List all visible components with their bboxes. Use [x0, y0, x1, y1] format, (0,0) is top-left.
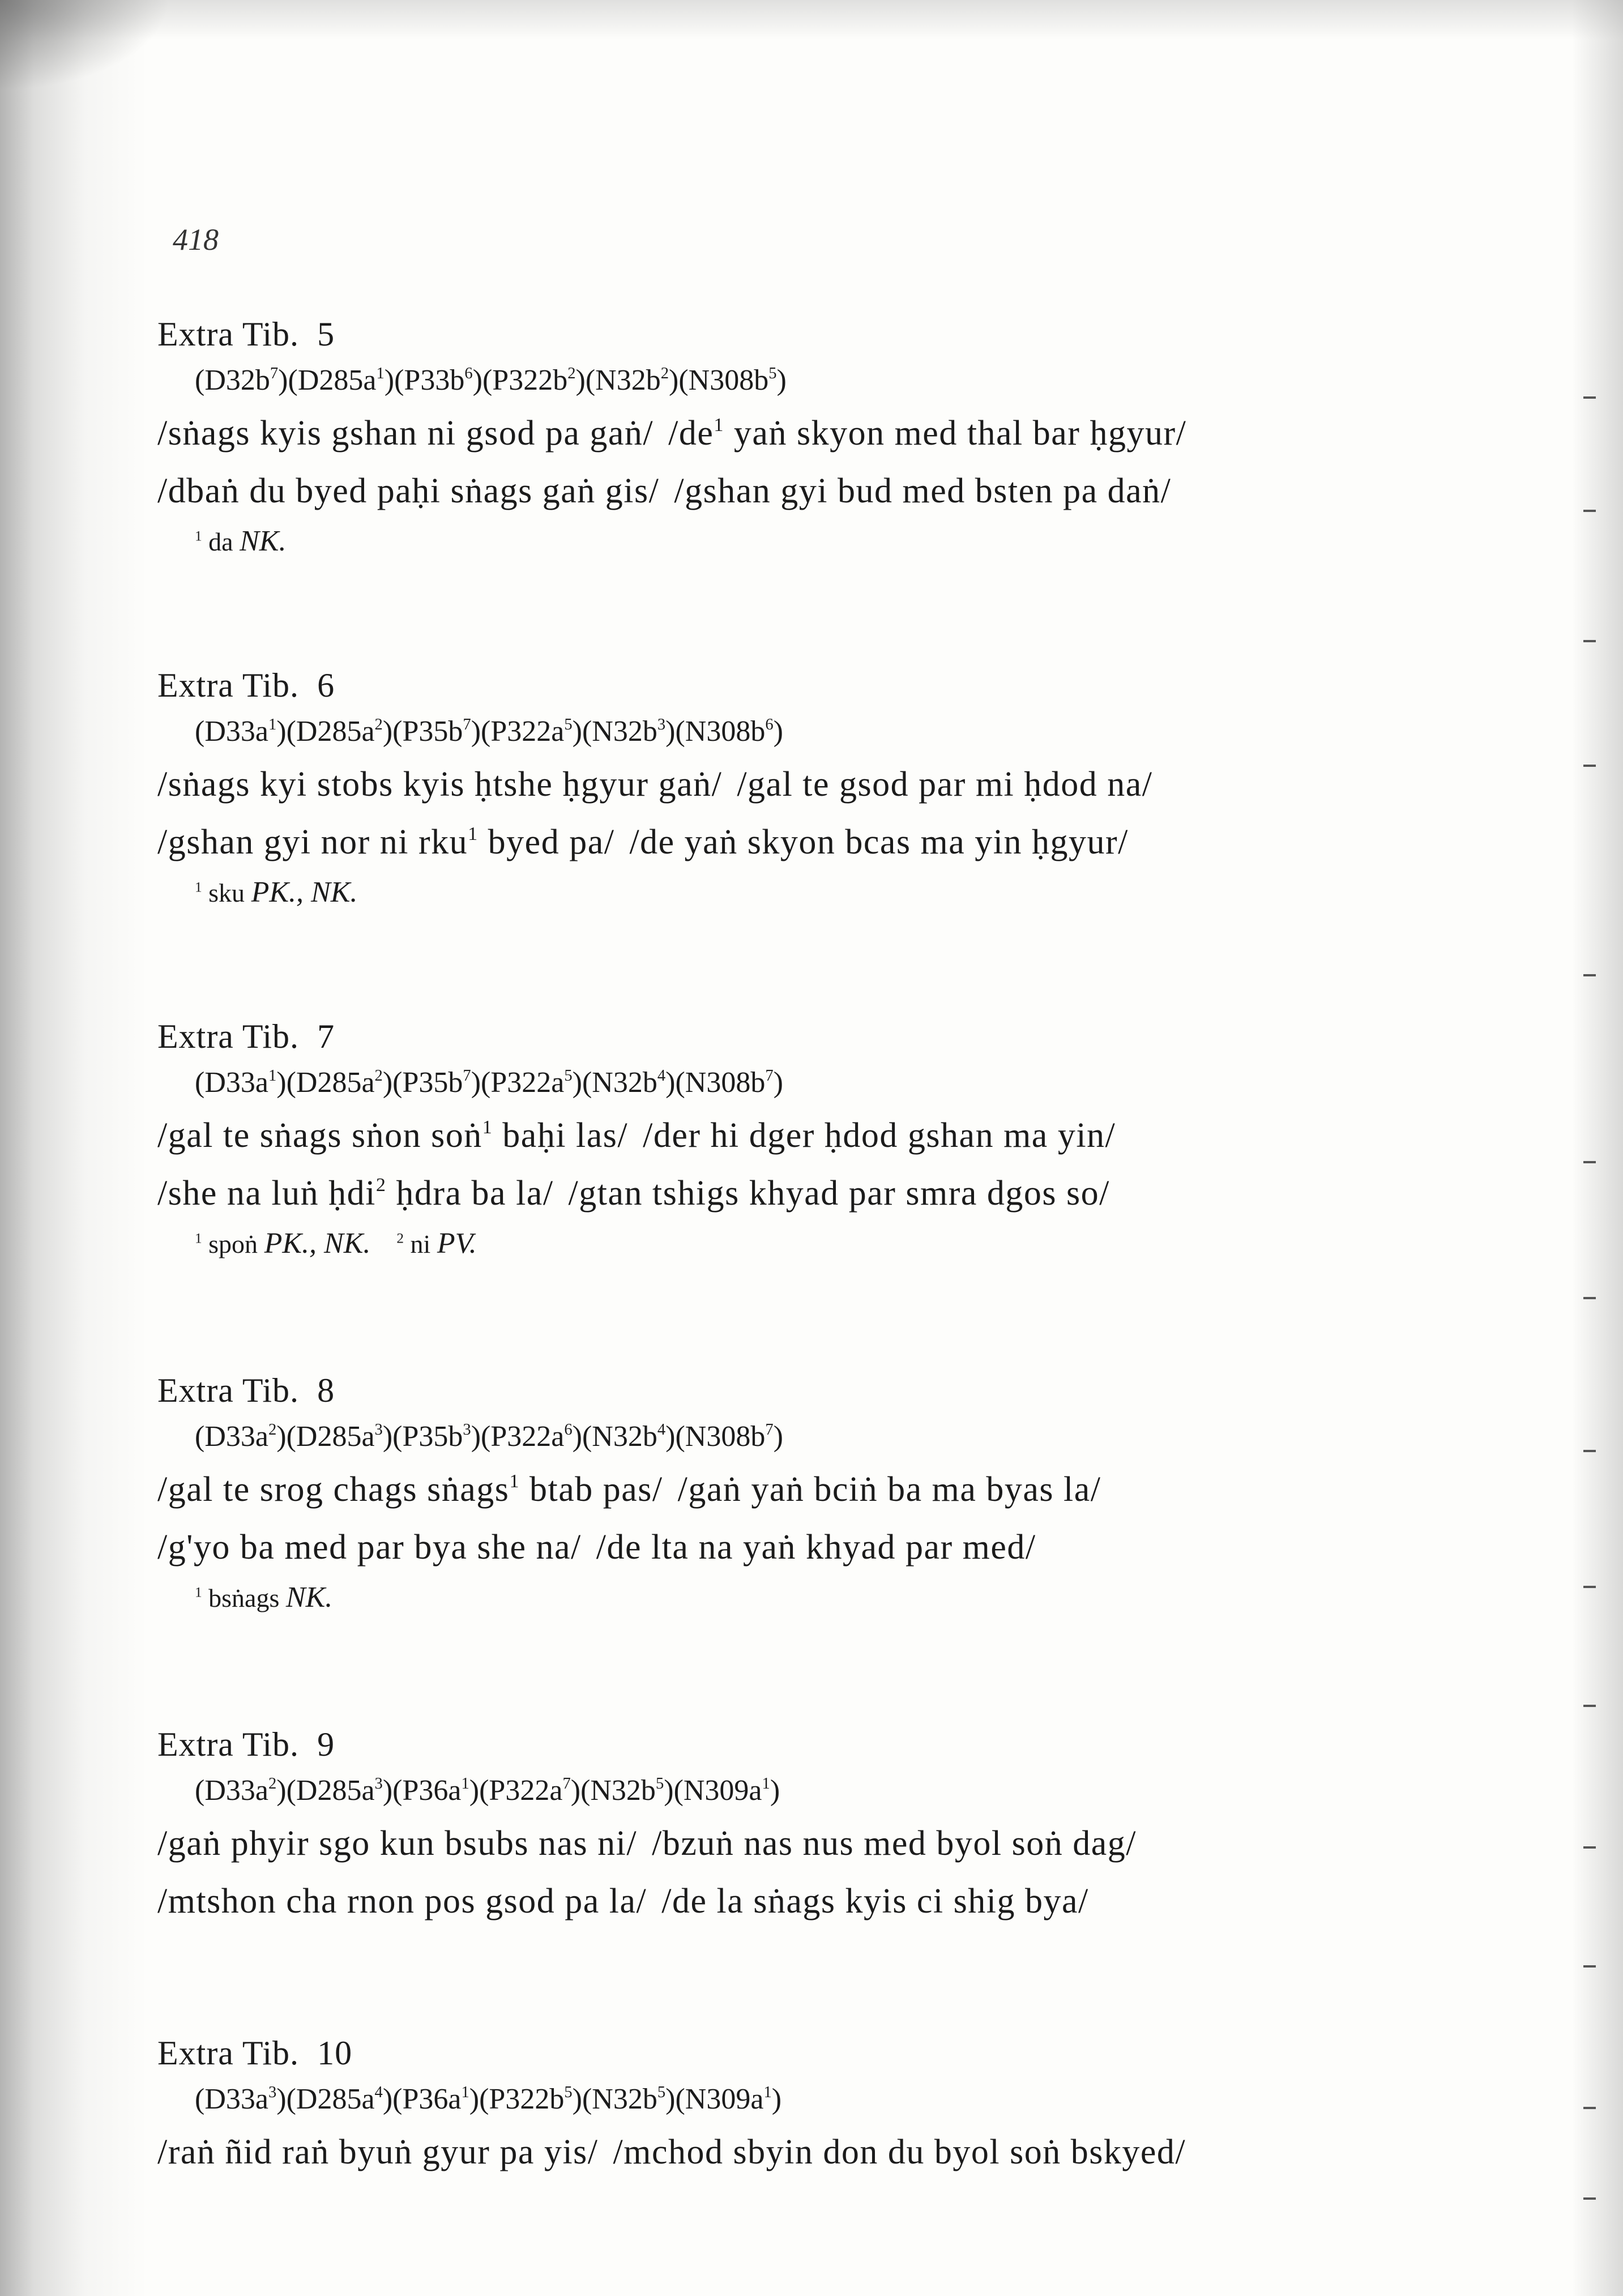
siglum: $(P36a^1)$: [392, 2083, 480, 2115]
scan-shadow-corner: [0, 0, 170, 91]
scan-shadow-left: [0, 0, 147, 2296]
footnote-reading: spoṅ: [208, 1230, 258, 1258]
siglum: $(N32b^2)$: [585, 364, 679, 396]
margin-tick: [1583, 640, 1596, 642]
footnote-sources: NK.: [285, 1581, 333, 1614]
margin-tick: [1583, 510, 1596, 512]
siglum-line-number: 6: [564, 1420, 573, 1439]
sigla-line: [195, 2076, 1505, 2123]
siglum-line-number: 4: [374, 2083, 383, 2101]
entry-number: 7: [317, 1018, 335, 1055]
verse-line: [157, 1107, 1505, 1164]
siglum: $(N32b^5)$: [580, 1774, 674, 1807]
siglum: $(D285a^4)$: [286, 2083, 393, 2115]
siglum: $(P322b^2)$: [482, 364, 586, 396]
footnote-reading: sku: [208, 878, 245, 907]
entry-title-label: Extra Tib.: [157, 315, 300, 353]
footnote-mark: 1: [195, 879, 202, 895]
entry-block: [157, 2030, 1505, 2181]
verse-text: /gshan gyi nor ni rku: [157, 823, 468, 861]
margin-tick: [1583, 1705, 1596, 1707]
footnote-reading: bsṅags: [208, 1584, 280, 1612]
siglum: $(N308b^7)$: [675, 1420, 783, 1453]
siglum: $(P35b^7)$: [392, 715, 481, 748]
siglum-line-number: 1: [461, 1774, 469, 1793]
footnote-line: [195, 520, 1505, 563]
siglum: $(N308b^5)$: [678, 364, 787, 396]
siglum: $(P322a^5)$: [481, 1066, 582, 1099]
siglum: $(D33a^1)$: [195, 1066, 287, 1099]
siglum: $(D285a^1)$: [288, 364, 395, 396]
footnote-mark: 2: [396, 1230, 404, 1247]
siglum: $(D285a^2)$: [286, 1066, 393, 1099]
siglum: $(N32b^3)$: [582, 715, 676, 748]
siglum: $(D33a^2)$: [195, 1774, 287, 1807]
siglum: $(N309a^1)$: [673, 1774, 780, 1807]
siglum-line-number: 7: [765, 1420, 774, 1439]
margin-tick: [1583, 1297, 1596, 1299]
verse-text: /de lta na yaṅ khyad par med/: [596, 1528, 1036, 1567]
siglum-line-number: 2: [268, 1774, 277, 1793]
siglum-line-number: 2: [567, 364, 576, 382]
siglum: $(P33b^6)$: [394, 364, 482, 396]
entry-number: 9: [317, 1726, 335, 1763]
verse-line: [157, 404, 1505, 462]
margin-tick: [1583, 1586, 1596, 1588]
siglum-line-number: 1: [376, 364, 385, 382]
siglum-line-number: 2: [268, 1420, 277, 1439]
siglum: $(P322a^5)$: [481, 715, 582, 748]
margin-tick: [1583, 1965, 1596, 1968]
note-marker: 1: [482, 1117, 493, 1138]
siglum-line-number: 7: [562, 1774, 571, 1793]
siglum: $(D285a^2)$: [286, 715, 393, 748]
siglum-line-number: 3: [374, 1774, 383, 1793]
verse-text: /gshan gyi bud med bsten pa daṅ/: [674, 472, 1172, 510]
verse-text: /g'yo ba med par bya she na/: [157, 1528, 582, 1567]
entry-number: 8: [317, 1372, 335, 1409]
entry-number: 5: [317, 315, 335, 353]
sigla-line: [195, 1413, 1505, 1461]
siglum: $(D33a^3)$: [195, 2083, 287, 2115]
siglum-line-number: 1: [762, 1774, 770, 1793]
note-marker: 2: [375, 1175, 387, 1196]
verse-text: btab pas/: [519, 1470, 663, 1509]
siglum-line-number: 7: [463, 1066, 471, 1085]
entry-block: [157, 311, 1505, 563]
entry-title: [157, 311, 1505, 357]
entry-block: [157, 1722, 1505, 1930]
siglum-line-number: 5: [564, 1066, 573, 1085]
siglum-line-number: 3: [463, 1420, 471, 1439]
verse-line: [157, 1872, 1505, 1930]
margin-tick: [1583, 1846, 1596, 1849]
siglum: $(N308b^6)$: [675, 715, 783, 748]
entry-title-label: Extra Tib.: [157, 2034, 300, 2072]
siglum-line-number: 7: [463, 715, 471, 733]
siglum-line-number: 1: [461, 2083, 469, 2101]
footnote-mark: 1: [195, 1584, 202, 1601]
verse-text: /sṅags kyi stobs kyis ḥtshe ḥgyur gaṅ/: [157, 765, 723, 804]
entry-title: [157, 663, 1505, 708]
note-marker: 1: [468, 823, 479, 845]
siglum-line-number: 1: [268, 715, 277, 733]
sigla-line: [195, 1767, 1505, 1815]
siglum: $(D285a^3)$: [286, 1420, 393, 1453]
margin-tick: [1583, 1450, 1596, 1452]
entry-title-label: Extra Tib.: [157, 667, 300, 704]
verse-text: /bzuṅ nas nus med byol soṅ dag/: [652, 1824, 1137, 1863]
verse-line: [157, 462, 1505, 520]
margin-tick: [1583, 1161, 1596, 1163]
footnote-sources: PK., NK.: [264, 1227, 371, 1260]
siglum-line-number: 6: [765, 715, 774, 733]
footnote-line: [195, 1222, 1505, 1265]
verse-text: /gaṅ yaṅ bciṅ ba ma byas la/: [677, 1470, 1101, 1509]
siglum: $(N308b^7)$: [675, 1066, 783, 1099]
footnote-mark: 1: [195, 1230, 202, 1247]
verse-text: /dbaṅ du byed paḥi sṅags gaṅ gis/: [157, 472, 660, 510]
siglum: $(D32b^7)$: [195, 364, 288, 396]
verse-text: /der hi dger ḥdod gshan ma yin/: [643, 1116, 1116, 1155]
page-number: 418: [173, 223, 219, 257]
verse-line: [157, 813, 1505, 871]
siglum-line-number: 2: [660, 364, 669, 382]
siglum-line-number: 7: [765, 1066, 774, 1085]
sigla-line: [195, 357, 1505, 404]
footnote-mark: 1: [195, 528, 202, 544]
verse-text: /mtshon cha rnon pos gsod pa la/: [157, 1882, 647, 1921]
siglum: $(P36a^1)$: [392, 1774, 480, 1807]
entry-title: [157, 2030, 1505, 2076]
footnote-line: [195, 1576, 1505, 1619]
siglum-line-number: 7: [270, 364, 279, 382]
siglum-line-number: 3: [657, 715, 666, 733]
entry-number: 10: [317, 2034, 353, 2072]
verse-line: [157, 1518, 1505, 1576]
entry-title: [157, 1722, 1505, 1767]
siglum-line-number: 3: [374, 1420, 383, 1439]
entry-block: [157, 1014, 1505, 1265]
siglum-line-number: 1: [763, 2083, 772, 2101]
siglum-line-number: 2: [374, 715, 383, 733]
siglum: $(D33a^1)$: [195, 715, 287, 748]
entry-title: [157, 1368, 1505, 1413]
footnote-reading: ni: [410, 1230, 431, 1258]
siglum: $(P322a^6)$: [481, 1420, 582, 1453]
siglum: $(N32b^4)$: [582, 1066, 676, 1099]
verse-line: [157, 2123, 1505, 2181]
verse-text: /de yaṅ skyon bcas ma yin ḥgyur/: [629, 823, 1129, 861]
margin-tick: [1583, 2197, 1596, 2200]
siglum: $(P322a^7)$: [479, 1774, 581, 1807]
verse-text: /de la sṅags kyis ci shig bya/: [661, 1882, 1089, 1921]
verse-text: /gaṅ phyir sgo kun bsubs nas ni/: [157, 1824, 638, 1863]
entry-block: [157, 1368, 1505, 1619]
siglum-line-number: 5: [655, 1774, 664, 1793]
sigla-line: [195, 1059, 1505, 1107]
verse-line: [157, 1461, 1505, 1518]
note-marker: 1: [714, 415, 724, 436]
note-marker: 1: [509, 1471, 520, 1492]
margin-tick: [1583, 2107, 1596, 2109]
verse-text: /gal te sṅags sṅon soṅ: [157, 1116, 482, 1155]
verse-text: /gal te srog chags sṅags: [157, 1470, 510, 1509]
margin-tick: [1583, 396, 1596, 399]
scan-shadow-top: [0, 0, 1623, 40]
siglum-line-number: 4: [657, 1066, 666, 1085]
verse-text: ḥdra ba la/: [386, 1174, 554, 1213]
entry-title-label: Extra Tib.: [157, 1018, 300, 1055]
verse-text: byed pa/: [478, 823, 615, 861]
siglum-line-number: 1: [268, 1066, 277, 1085]
siglum: $(N32b^4)$: [582, 1420, 676, 1453]
siglum: $(N309a^1)$: [675, 2083, 782, 2115]
siglum-line-number: 5: [768, 364, 777, 382]
margin-tick: [1583, 765, 1596, 767]
footnote-line: [195, 871, 1505, 914]
siglum-line-number: 3: [268, 2083, 277, 2101]
footnote-sources: PV.: [437, 1227, 477, 1260]
verse-line: [157, 1164, 1505, 1222]
siglum-line-number: 5: [657, 2083, 666, 2101]
margin-tick: [1583, 974, 1596, 976]
siglum: $(P322b^5)$: [479, 2083, 582, 2115]
footnote-reading: da: [208, 527, 233, 556]
verse-text: /de: [668, 414, 714, 453]
entry-title: [157, 1014, 1505, 1059]
verse-line: [157, 1815, 1505, 1872]
siglum: $(P35b^7)$: [392, 1066, 481, 1099]
siglum: $(D33a^2)$: [195, 1420, 287, 1453]
siglum: $(D285a^3)$: [286, 1774, 393, 1807]
siglum-line-number: 4: [657, 1420, 666, 1439]
entry-title-label: Extra Tib.: [157, 1372, 300, 1409]
entry-block: [157, 663, 1505, 914]
siglum-line-number: 6: [464, 364, 473, 382]
verse-text: /gtan tshigs khyad par smra dgos so/: [568, 1174, 1110, 1213]
scan-shadow-right: [1572, 0, 1623, 2296]
verse-text: /mchod sbyin don du byol soṅ bskyed/: [613, 2133, 1186, 2171]
sigla-line: [195, 708, 1505, 756]
entry-number: 6: [317, 667, 335, 704]
siglum: $(N32b^5)$: [582, 2083, 676, 2115]
footnote-sources: PK., NK.: [251, 876, 358, 908]
siglum-line-number: 2: [374, 1066, 383, 1085]
siglum-line-number: 5: [564, 2083, 573, 2101]
siglum-line-number: 5: [564, 715, 573, 733]
verse-text: baḥi las/: [493, 1116, 629, 1155]
verse-text: /raṅ ñid raṅ byuṅ gyur pa yis/: [157, 2133, 599, 2171]
siglum: $(P35b^3)$: [392, 1420, 481, 1453]
verse-text: /sṅags kyis gshan ni gsod pa gaṅ/: [157, 414, 654, 453]
entry-title-label: Extra Tib.: [157, 1726, 300, 1763]
verse-text: yaṅ skyon med thal bar ḥgyur/: [724, 414, 1187, 453]
verse-line: [157, 756, 1505, 813]
footnote-sources: NK.: [240, 525, 287, 557]
verse-text: /gal te gsod par mi ḥdod na/: [737, 765, 1153, 804]
verse-text: /she na luṅ ḥdi: [157, 1174, 376, 1213]
